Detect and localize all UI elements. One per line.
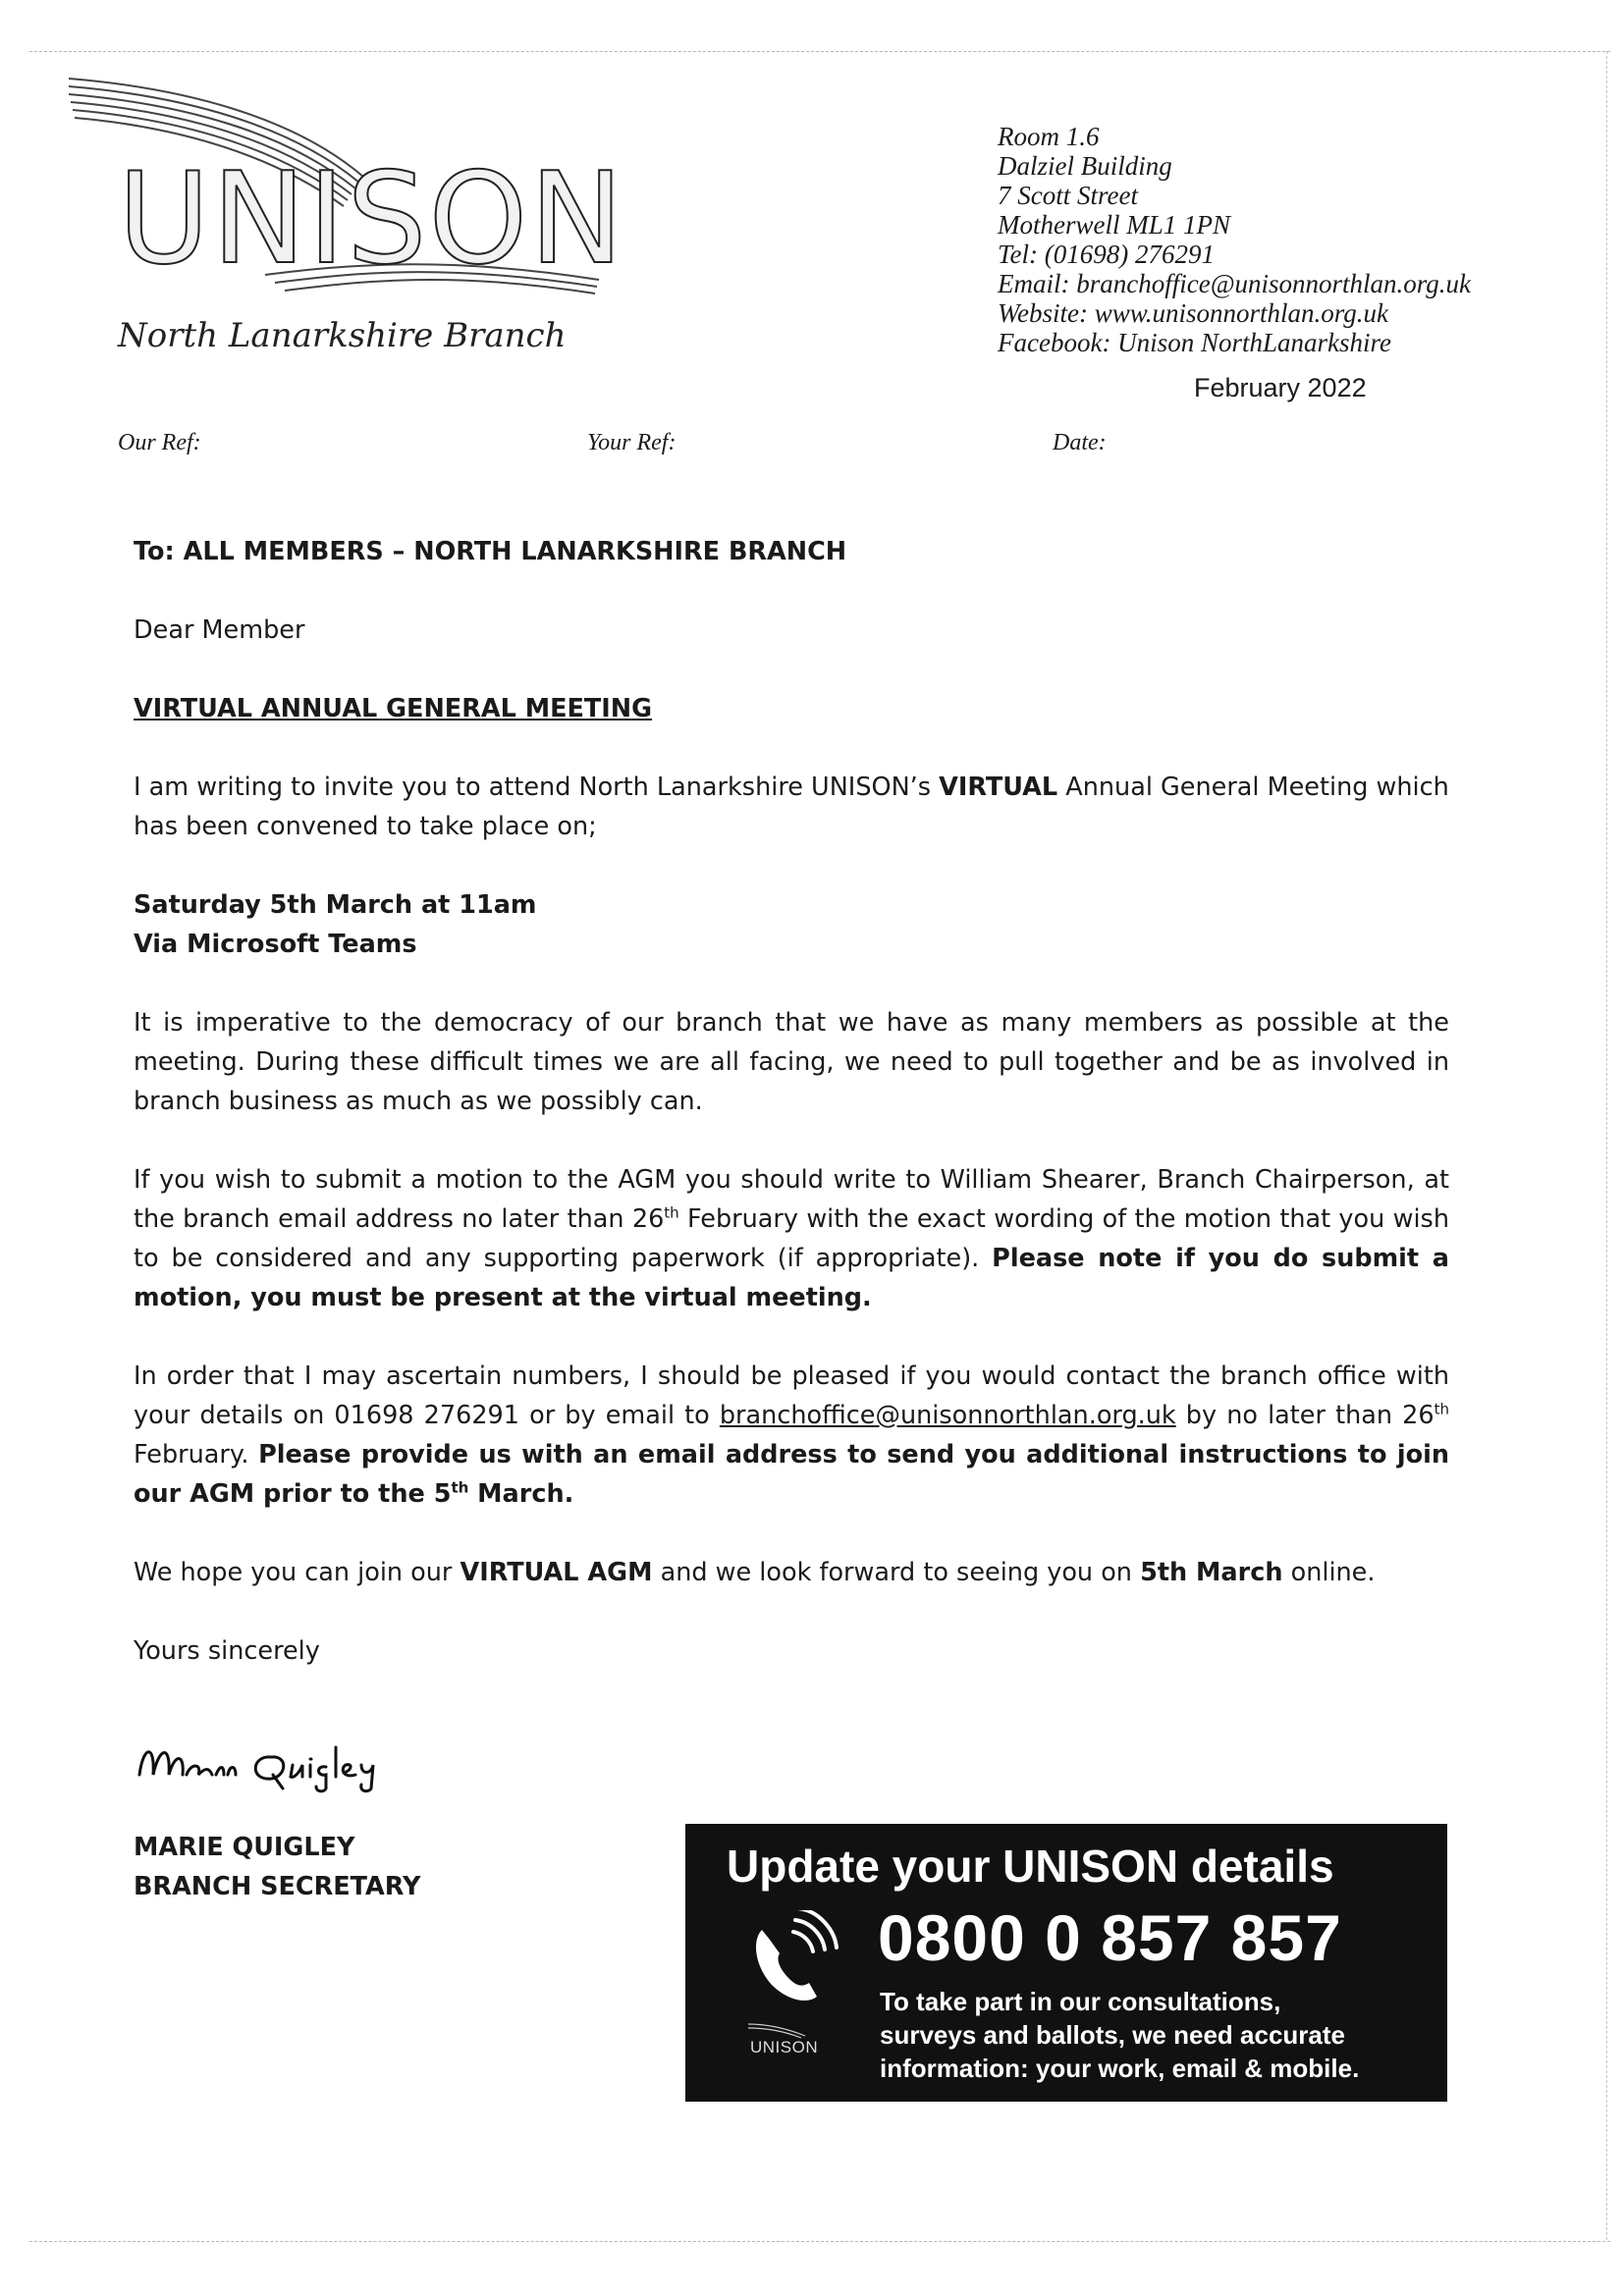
unison-logo	[69, 69, 625, 314]
address-website: Website: www.unisonnorthlan.org.uk	[998, 298, 1389, 328]
letter-date: February 2022	[1194, 373, 1367, 402]
page-border-top	[29, 51, 1610, 52]
paragraph-invite	[134, 768, 1449, 846]
text-span: In order that I may ascertain numbers, I should be pleased if you would contact the branch office with your details on 01698 276291 or by email to	[134, 1362, 1449, 1430]
text-span: Annual General Meeting which has been convened to take place on;	[134, 773, 1449, 841]
text-span: February.	[134, 1440, 259, 1469]
signature-graphic	[134, 1735, 399, 1794]
address-email: Email: branchoffice@unisonnorthlan.org.uk	[998, 269, 1472, 298]
text-span: If you wish to submit a motion to the AGM you should write to William Shearer, Branch Chairperson, at the branch email address no later than 26	[134, 1165, 1449, 1234]
recipient-line: To: ALL MEMBERS – NORTH LANARKSHIRE BRANCH	[134, 537, 847, 566]
text-span: I am writing to invite you to attend North Lanarkshire UNISON’s	[134, 773, 940, 802]
address-facebook: Facebook: Unison NorthLanarkshire	[998, 328, 1391, 357]
superscript: th	[664, 1203, 679, 1222]
superscript: th	[451, 1478, 469, 1497]
our-ref-label: Our Ref:	[118, 430, 201, 455]
banner-text-line: To take part in our consultations,	[880, 1987, 1281, 2016]
text-span: We hope you can join our	[134, 1558, 460, 1587]
paragraph-motion	[134, 1160, 1449, 1317]
banner-text-line: surveys and ballots, we need accurate	[880, 2020, 1345, 2050]
text-span: March.	[468, 1479, 574, 1509]
your-ref-label: Your Ref:	[587, 430, 677, 455]
page-border-bottom	[29, 2241, 1610, 2242]
address-block	[998, 122, 1471, 357]
text-span: by no later than 26	[1175, 1401, 1435, 1430]
text-span: and we look forward to seeing you on	[652, 1558, 1141, 1587]
text-span: February with the exact wording of the motion that you wish to be considered and any supporting paperwork (if appropriate).	[134, 1204, 1449, 1273]
banner-logo-text: UNISON	[750, 2038, 819, 2056]
closing-sincerely: Yours sincerely	[134, 1636, 320, 1666]
date-label: Date:	[1053, 430, 1107, 455]
update-details-banner	[685, 1824, 1447, 2102]
logo-wordmark: UNISON	[118, 146, 625, 293]
text-span-bold	[134, 1440, 1449, 1509]
address-line: Motherwell ML1 1PN	[998, 210, 1230, 240]
signer-name: MARIE QUIGLEY	[134, 1833, 355, 1862]
paragraph-democracy: It is imperative to the democracy of our branch that we have as many members as possible at the meeting. During these difficult times we are all facing, we need to pull together and be as involved in branch business as much as we possibly can.	[134, 1008, 1449, 1116]
banner-description	[880, 1985, 1359, 2085]
text-span-bold: Please note if you do submit a motion, you must be present at the virtual meeting.	[134, 1244, 1449, 1312]
superscript: th	[1434, 1400, 1449, 1418]
banner-text-line: information: your work, email & mobile.	[880, 2054, 1360, 2083]
address-phone: Tel: (01698) 276291	[998, 240, 1215, 269]
handwritten-signature	[134, 1735, 399, 1794]
meeting-date: Saturday 5th March at 11am	[134, 890, 537, 920]
banner-phone-number: 0800 0 857 857	[878, 1901, 1342, 1974]
banner-title: Update your UNISON details	[727, 1841, 1334, 1892]
salutation: Dear Member	[134, 615, 305, 645]
page-border-right	[1606, 51, 1607, 2240]
text-span-bold: VIRTUAL AGM	[460, 1558, 653, 1587]
text-span-bold: 5th March	[1140, 1558, 1283, 1587]
meeting-heading: VIRTUAL ANNUAL GENERAL MEETING	[134, 694, 653, 723]
branch-name: North Lanarkshire Branch	[118, 316, 567, 355]
phone-icon	[742, 1910, 840, 2008]
address-line: Room 1.6	[998, 122, 1100, 151]
meeting-venue: Via Microsoft Teams	[134, 930, 417, 959]
paragraph-closing	[134, 1553, 1449, 1592]
address-line: 7 Scott Street	[998, 181, 1138, 210]
branch-email-link[interactable]: branchoffice@unisonnorthlan.org.uk	[719, 1401, 1176, 1430]
text-span: Please provide us with an email address to send you additional instructions to join our AGM prior to the 5	[134, 1440, 1449, 1509]
text-span-bold: VIRTUAL	[939, 773, 1058, 802]
signer-title: BRANCH SECRETARY	[134, 1872, 421, 1901]
address-line: Dalziel Building	[998, 151, 1172, 181]
paragraph-contact	[134, 1357, 1449, 1514]
banner-unison-logo	[746, 2020, 825, 2069]
text-span: online.	[1282, 1558, 1376, 1587]
